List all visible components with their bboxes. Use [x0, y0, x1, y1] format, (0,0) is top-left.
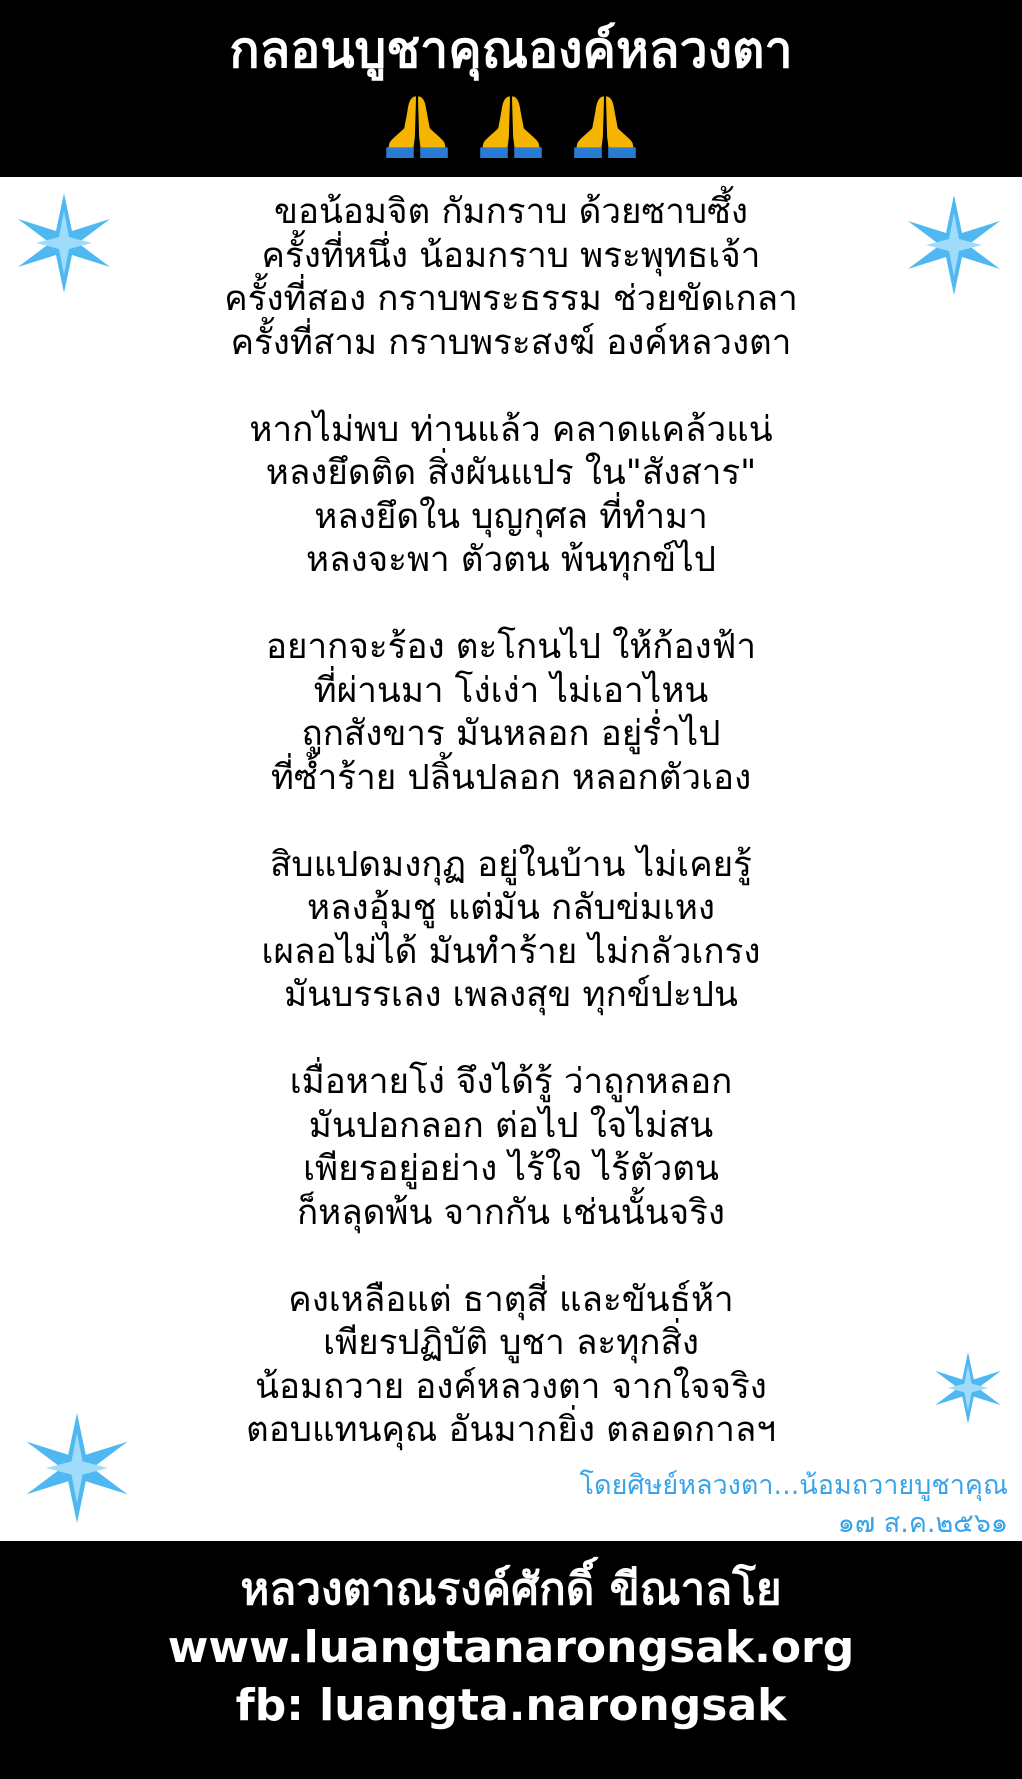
poem-line: คงเหลือแต่ ธาตุสี่ และขันธ์ห้า: [288, 1279, 734, 1320]
poem-line: สิบแปดมงกุฏ อยู่ในบ้าน ไม่เคยรู้: [270, 844, 752, 885]
poem-line: หลงยึดติด สิ่งผันแปร ใน"สังสาร": [265, 453, 757, 493]
footer-facebook: fb: luangta.narongsak: [235, 1680, 787, 1731]
poem-stanza: [0, 409, 1022, 583]
footer-banner: [0, 1541, 1022, 1779]
poem-line: น้อมถวาย องค์หลวงตา จากใจจริง: [255, 1366, 767, 1407]
poem-stanza: [0, 626, 1022, 800]
poem-line: ครั้งที่สาม กราบพระสงฆ์ องค์หลวงตา: [230, 322, 792, 363]
poem-line: อยากจะร้อง ตะโกนไป ให้ก้องฟ้า: [266, 627, 756, 667]
poem-line: ตอบแทนคุณ อันมากยิ่ง ตลอดกาลฯ: [246, 1410, 776, 1450]
poem-line: หากไม่พบ ท่านแล้ว คลาดแคล้วแน่: [249, 409, 773, 450]
poem-stanza: [0, 1279, 1022, 1453]
poem-line: ถูกสังขาร มันหลอก อยู่ร่ำไป: [301, 714, 721, 754]
poem-line: มันปอกลอก ต่อไป ใจไม่สน: [308, 1105, 714, 1146]
poem-stanza: [0, 844, 1022, 1018]
poem-stanza: [0, 191, 1022, 365]
credit-author: โดยศิษย์หลวงตา...น้อมถวายบูชาคุณ: [579, 1470, 1008, 1501]
poem-line: ที่ซ้ำร้าย ปลิ้นปลอก หลอกตัวเอง: [270, 757, 752, 798]
emoji-row: [0, 90, 1022, 158]
poem-line: หลงอุ้มชู แต่มัน กลับข่มเหง: [307, 888, 715, 928]
poem-line: เพียรปฏิบัติ บูชา ละทุกสิ่ง: [323, 1323, 699, 1363]
poem-line: มันบรรเลง เพลงสุข ทุกข์ปะปน: [284, 975, 738, 1015]
poem-card: [0, 177, 1022, 1541]
poem-line: ครั้งที่หนึ่ง น้อมกราบ พระพุทธเจ้า: [261, 235, 761, 276]
poem-line: ก็หลุดพ้น จากกัน เช่นนั้นจริง: [296, 1192, 726, 1233]
author-credit: [580, 1467, 1008, 1543]
page-title: กลอนบูชาคุณองค์หลวงตา: [229, 21, 793, 79]
poem-line: ที่ผ่านมา โง่เง่า ไม่เอาไหน: [313, 670, 709, 711]
folded-hands-icon: [383, 90, 451, 158]
poem-line: หลงจะพา ตัวตน พ้นทุกข์ไป: [306, 540, 716, 580]
poem-stanza: [0, 1061, 1022, 1235]
poem-line: ขอน้อมจิต กัมกราบ ด้วยซาบซึ้ง: [274, 192, 748, 232]
footer-website: www.luangtanarongsak.org: [167, 1622, 855, 1673]
header-banner: [0, 0, 1022, 177]
poem-line: หลงยึดใน บุญกุศล ที่ทำมา: [314, 496, 708, 537]
folded-hands-icon: [477, 90, 545, 158]
poem-line: ครั้งที่สอง กราบพระธรรม ช่วยขัดเกลา: [224, 279, 798, 319]
poem-text: [0, 191, 1022, 1453]
poem-line: เพียรอยู่อย่าง ไร้ใจ ไร้ตัวตน: [303, 1149, 719, 1189]
folded-hands-icon: [571, 90, 639, 158]
footer-name: หลวงตาณรงค์ศักดิ์ ขีณาลโย: [240, 1564, 782, 1615]
poem-line: เผลอไม่ได้ มันทำร้าย ไม่กลัวเกรง: [261, 931, 761, 972]
credit-date: ๑๗ ส.ค.๒๕๖๑: [837, 1508, 1008, 1539]
poem-line: เมื่อหายโง่ จึงได้รู้ ว่าถูกหลอก: [289, 1062, 733, 1102]
